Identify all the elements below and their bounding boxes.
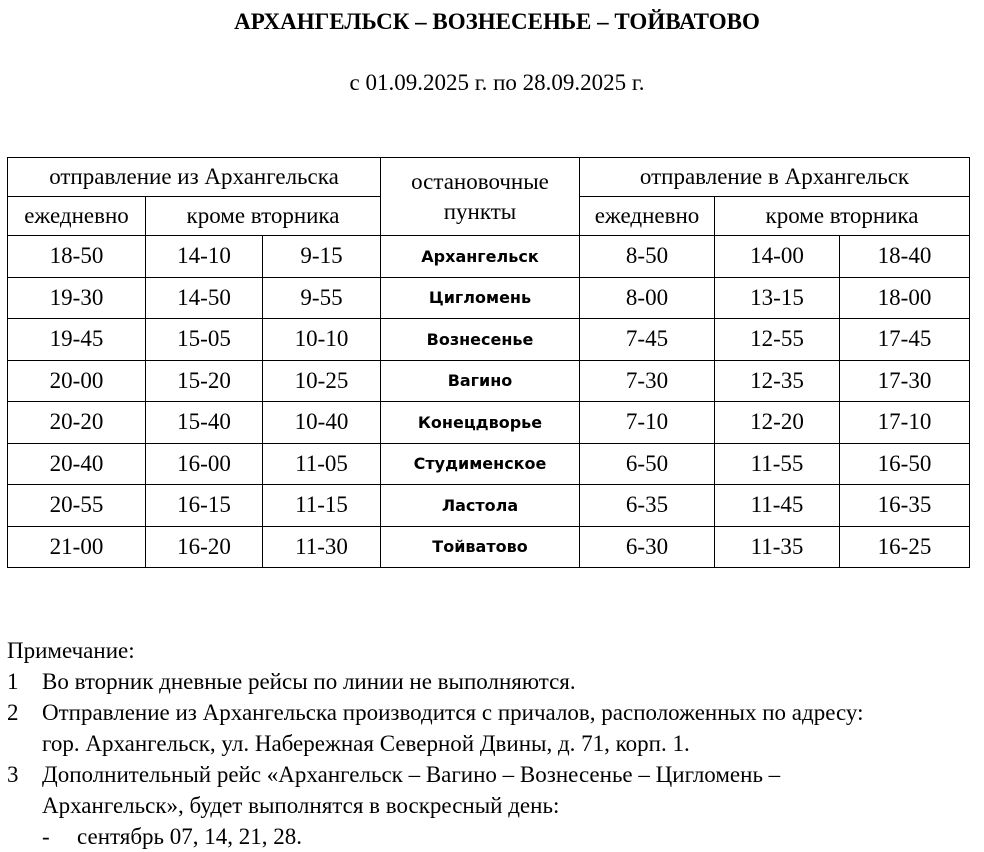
to-time-2: 11-55 <box>715 443 840 485</box>
to-daily-time: 6-35 <box>580 485 715 527</box>
to-time-3: 17-30 <box>840 360 970 402</box>
from-daily-time: 20-00 <box>8 360 146 402</box>
to-daily-time: 8-00 <box>580 277 715 319</box>
stop-name: Вознесенье <box>381 319 580 361</box>
from-time-2: 16-15 <box>146 485 263 527</box>
stop-name: Конецдворье <box>381 402 580 444</box>
notes-heading: Примечание: <box>7 638 135 663</box>
to-time-2: 12-35 <box>715 360 840 402</box>
to-time-3: 18-00 <box>840 277 970 319</box>
to-time-3: 17-45 <box>840 319 970 361</box>
to-time-3: 16-35 <box>840 485 970 527</box>
from-time-3: 10-10 <box>263 319 381 361</box>
from-daily-time: 19-30 <box>8 277 146 319</box>
from-time-2: 16-20 <box>146 526 263 568</box>
from-time-2: 14-10 <box>146 236 263 278</box>
from-time-3: 10-40 <box>263 402 381 444</box>
to-daily-time: 7-45 <box>580 319 715 361</box>
to-time-2: 12-20 <box>715 402 840 444</box>
stop-name: Цигломень <box>381 277 580 319</box>
note-sub-item <box>7 821 863 852</box>
table-row <box>8 443 970 485</box>
to-time-2: 11-35 <box>715 526 840 568</box>
note-number: 2 <box>7 700 19 725</box>
from-time-3: 9-55 <box>263 277 381 319</box>
stop-name: Архангельск <box>381 236 580 278</box>
bullet-dash: - <box>42 824 50 849</box>
to-daily-time: 7-10 <box>580 402 715 444</box>
note-text: Дополнительный рейс «Архангельск – Вагино – Вознесенье – Цигломень – <box>42 762 781 787</box>
from-daily-time: 19-45 <box>8 319 146 361</box>
note-item <box>7 666 863 697</box>
to-except-tuesday-header: кроме вторника <box>715 197 970 236</box>
table-header-row <box>8 158 970 197</box>
schedule-period: с 01.09.2025 г. по 28.09.2025 г. <box>349 70 645 95</box>
to-time-2: 11-45 <box>715 485 840 527</box>
from-daily-time: 20-20 <box>8 402 146 444</box>
note-item <box>7 697 863 728</box>
from-daily-time: 18-50 <box>8 236 146 278</box>
to-time-2: 12-55 <box>715 319 840 361</box>
to-daily-time: 6-30 <box>580 526 715 568</box>
page-title: АРХАНГЕЛЬСК – ВОЗНЕСЕНЬЕ – ТОЙВАТОВО <box>234 9 760 34</box>
to-time-3: 16-50 <box>840 443 970 485</box>
from-time-2: 16-00 <box>146 443 263 485</box>
from-time-3: 11-30 <box>263 526 381 568</box>
note-text-continuation: гор. Архангельск, ул. Набережная Северной Двины, д. 71, корп. 1. <box>42 731 690 756</box>
note-number: 1 <box>7 669 19 694</box>
to-arkhangelsk-header: отправление в Архангельск <box>580 158 970 197</box>
stop-name: Вагино <box>381 360 580 402</box>
from-daily-time: 20-40 <box>8 443 146 485</box>
to-time-2: 14-00 <box>715 236 840 278</box>
table-row <box>8 526 970 568</box>
from-daily-header: ежедневно <box>8 197 146 236</box>
from-time-3: 9-15 <box>263 236 381 278</box>
notes-section <box>7 635 863 852</box>
stops-header <box>381 158 580 236</box>
table-row <box>8 402 970 444</box>
note-number: 3 <box>7 762 19 787</box>
stop-name: Студименское <box>381 443 580 485</box>
from-time-3: 11-05 <box>263 443 381 485</box>
note-item <box>7 759 863 790</box>
to-time-3: 17-10 <box>840 402 970 444</box>
note-text: Во вторник дневные рейсы по линии не выполняются. <box>42 669 576 694</box>
to-daily-header: ежедневно <box>580 197 715 236</box>
to-time-3: 16-25 <box>840 526 970 568</box>
stop-name: Тойватово <box>381 526 580 568</box>
from-daily-time: 21-00 <box>8 526 146 568</box>
note-sub-text: сентябрь 07, 14, 21, 28. <box>77 824 303 849</box>
to-daily-time: 7-30 <box>580 360 715 402</box>
table-row <box>8 236 970 278</box>
to-daily-time: 8-50 <box>580 236 715 278</box>
to-daily-time: 6-50 <box>580 443 715 485</box>
from-time-2: 14-50 <box>146 277 263 319</box>
from-time-2: 15-40 <box>146 402 263 444</box>
stops-header-line2: пункты <box>443 198 517 224</box>
from-except-tuesday-header: кроме вторника <box>146 197 381 236</box>
schedule-table <box>7 157 970 568</box>
table-row <box>8 360 970 402</box>
note-text-continuation: Архангельск», будет выполнятся в воскресный день: <box>42 793 560 818</box>
table-row <box>8 319 970 361</box>
to-time-3: 18-40 <box>840 236 970 278</box>
from-daily-time: 20-55 <box>8 485 146 527</box>
table-row <box>8 277 970 319</box>
from-time-3: 10-25 <box>263 360 381 402</box>
to-time-2: 13-15 <box>715 277 840 319</box>
table-row <box>8 485 970 527</box>
from-arkhangelsk-header: отправление из Архангельска <box>8 158 381 197</box>
stop-name: Ластола <box>381 485 580 527</box>
stops-header-line1: остановочные <box>411 168 549 194</box>
note-text: Отправление из Архангельска производится с причалов, расположенных по адресу: <box>42 700 864 725</box>
from-time-2: 15-05 <box>146 319 263 361</box>
from-time-3: 11-15 <box>263 485 381 527</box>
from-time-2: 15-20 <box>146 360 263 402</box>
